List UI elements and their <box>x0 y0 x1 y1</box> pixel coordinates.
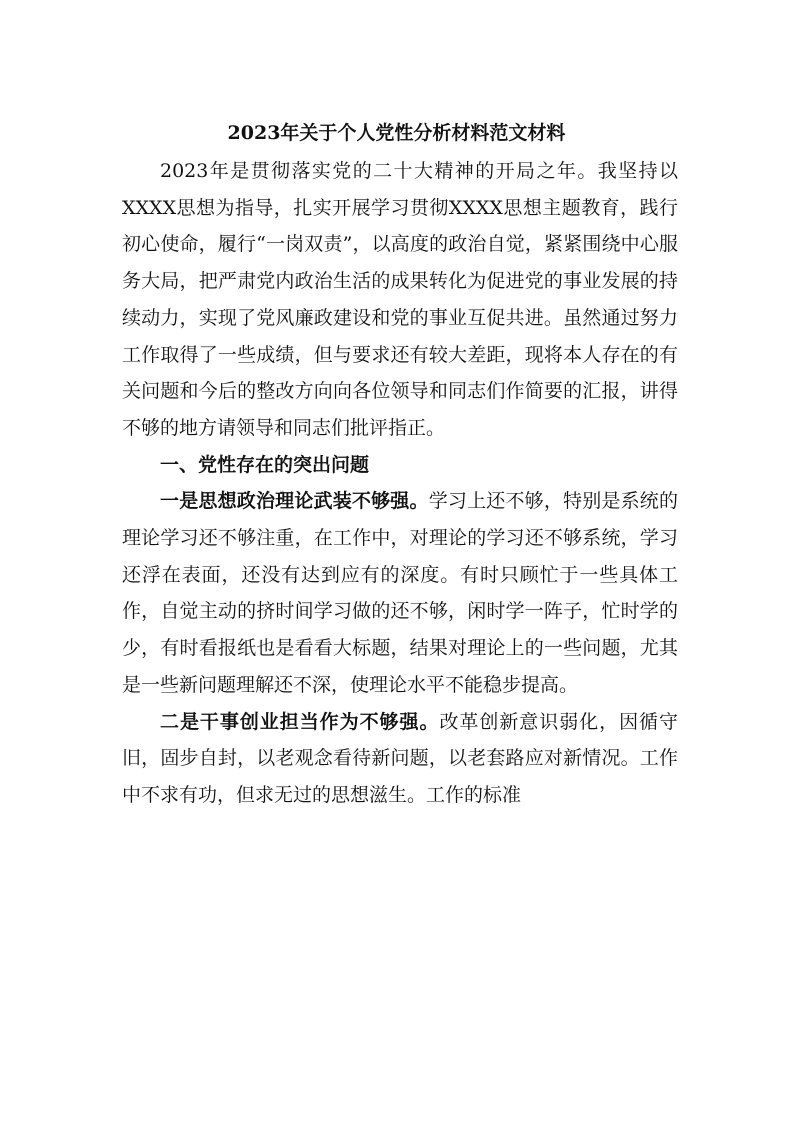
document-body <box>122 153 678 814</box>
section-heading: 一、党性存在的突出问题 <box>160 453 370 476</box>
point-two-paragraph <box>122 704 678 814</box>
point-one-text: 学习上还不够，特别是系统的理论学习还不够注重，在工作中，对理论的学习还不够系统，学习还浮在表面，还没有达到应有的深度。有时只顾忙于一些具体工作，自觉主动的挤时间学习做的还不够，闲时学一阵子，忙时学的少，有时看报纸也是看看大标题，结果对理论上的一些问题，尤其是一些新问题理解还不深，使理论水平不能稳步提高。 <box>122 490 678 696</box>
point-one-paragraph <box>122 483 678 703</box>
point-one-lead: 一是思想政治理论武装不够强。 <box>160 490 429 513</box>
document-title: 2023年关于个人党性分析材料范文材料 <box>227 122 566 144</box>
point-two-lead: 二是干事创业担当作为不够强。 <box>160 710 440 733</box>
point-two-text: 改革创新意识弱化，因循守旧，固步自封，以老观念看待新问题，以老套路应对新情况。工作中不求有功，但求无过的思想滋生。工作的标准 <box>122 710 678 806</box>
intro-paragraph: 2023年是贯彻落实党的二十大精神的开局之年。我坚持以XXXX思想为指导，扎实开展学习贯彻XXXX思想主题教育，践行初心使命，履行“一岗双责”，以高度的政治自觉，紧紧围绕中心服务大局，把严肃党内政治生活的成果转化为促进党的事业发展的持续动力，实现了党风廉政建设和党的事业互促共进。虽然通过努力工作取得了一些成绩，但与要求还有较大差距，现将本人存在的有关问题和今后的整改方向向各位领导和同志们作简要的汇报，讲得不够的地方请领导和同志们批评指正。 <box>122 160 678 439</box>
